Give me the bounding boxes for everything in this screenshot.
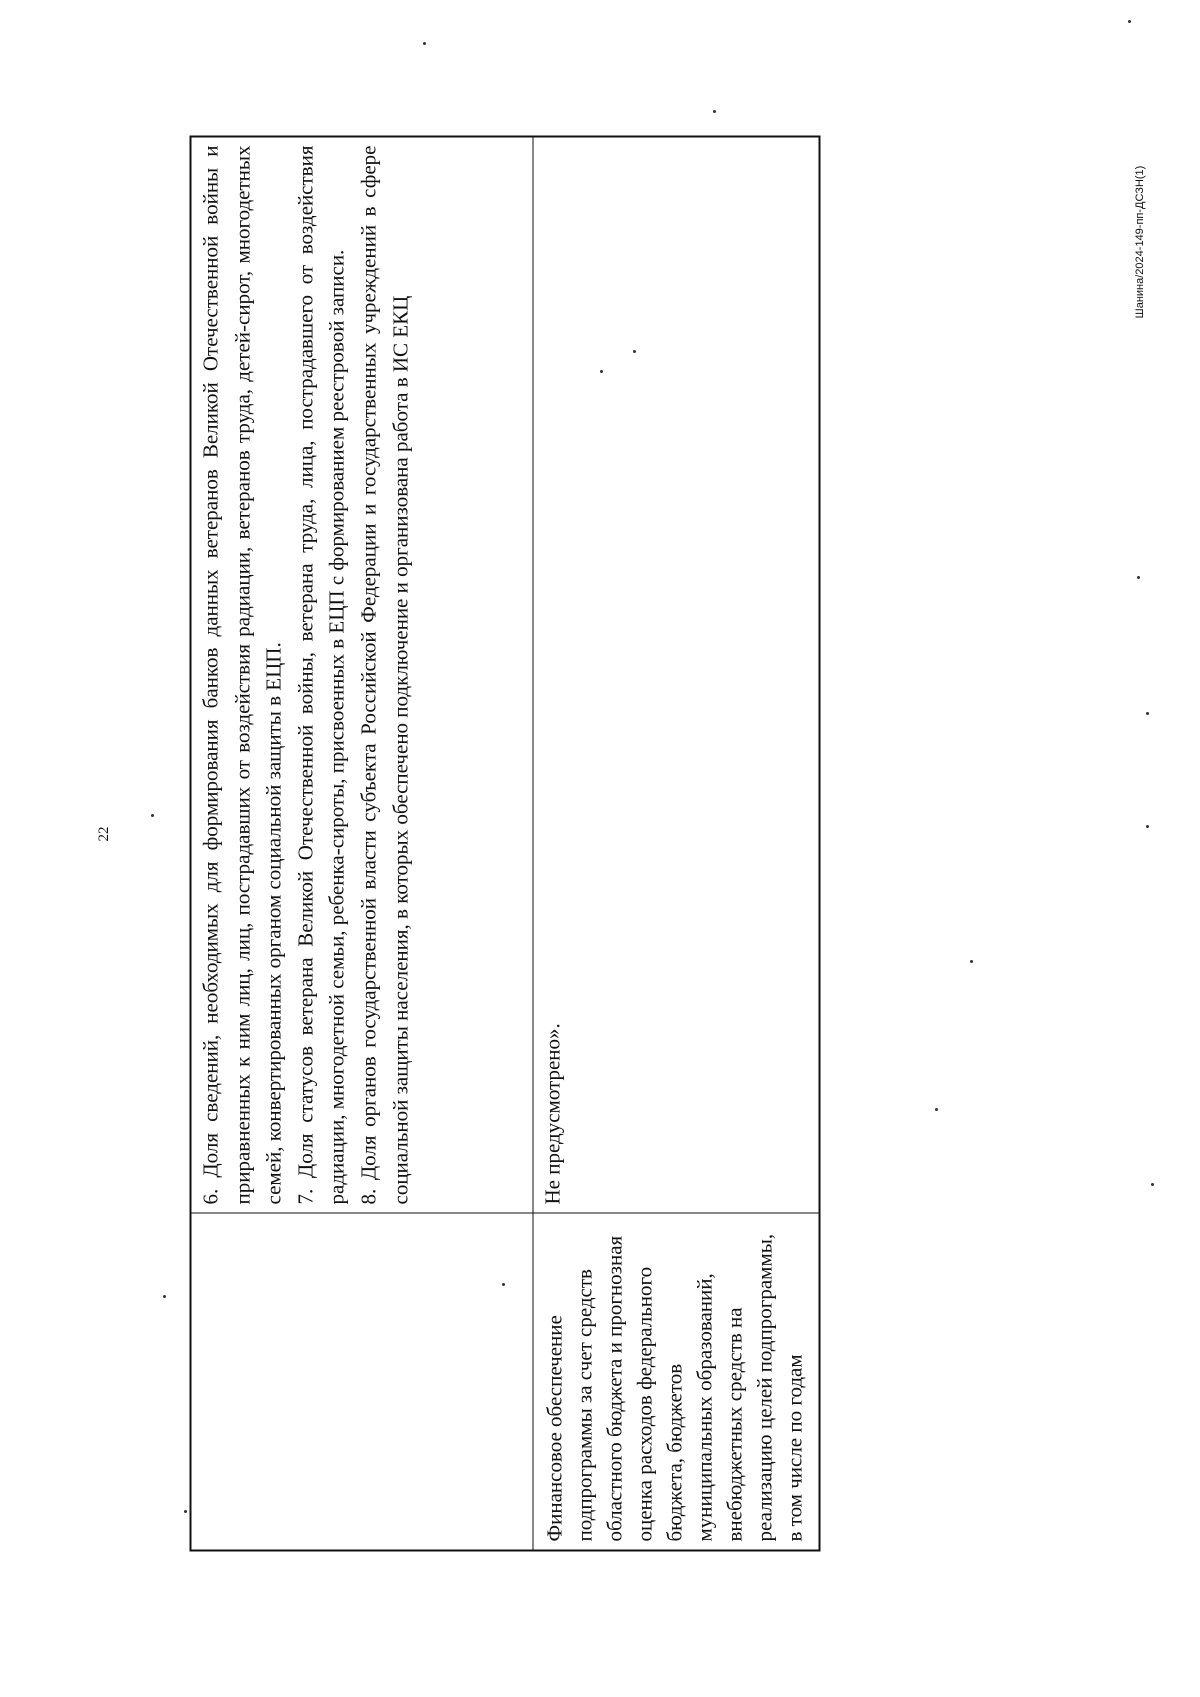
indicator-7: 7. Доля статусов ветерана Великой Отечественной войны, ветерана труда, лица, пострадавшего от воздействия радиации, многодетной семьи, ребенка-сироты, присвоенных в ЕЦП с формированием реестровой записи. — [293, 145, 349, 1204]
financing-value-cell — [534, 137, 819, 1212]
scan-speck — [184, 1510, 187, 1513]
scan-speck — [1137, 576, 1140, 579]
document-id-note: Шанина/2024-149-пп-ДСЗН(1) — [1134, 165, 1146, 319]
indicator-8: 8. Доля органов государственной власти субъекта Российской Федерации и государственных учреждений в сфере социальной защиты населения, в которых обеспечено подключение и организована работа в ИС ЕКЦ — [356, 145, 413, 1204]
scan-speck — [163, 1295, 166, 1298]
scan-speck — [970, 960, 973, 963]
table-row — [534, 137, 819, 1549]
financing-value: Не предусмотрено». — [540, 1022, 565, 1204]
page-number: 22 — [96, 826, 112, 842]
scan-speck — [633, 350, 636, 353]
scan-speck — [423, 42, 426, 45]
scan-speck — [713, 110, 716, 113]
financing-label: Финансовое обеспечение подпрограммы за счет средств областного бюджета и прогнозная оценка расходов федерального бюджета, бюджетов муниципальных образований, внебюджетных средств на реализацию целей подпрограммы, в том числе по годам — [542, 1233, 807, 1541]
scan-speck — [1128, 20, 1131, 23]
financing-label-cell — [534, 1212, 819, 1549]
indicator-6: 6. Доля сведений, необходимых для формирования банков данных ветеранов Великой Отечественной войны и приравненных к ним лиц, лиц, пострадавших от воздействия радиации, ветеранов труда, детей-сирот, многодетных семей, конвертированных органом социальной защиты в ЕЦП. — [198, 145, 286, 1204]
scan-speck — [600, 370, 603, 373]
target-indicators-cell — [192, 137, 533, 1212]
subprogram-passport-table — [190, 135, 821, 1551]
table-cell-left — [192, 1212, 533, 1549]
scan-speck — [151, 814, 154, 817]
scan-speck — [1151, 1183, 1154, 1186]
table-row — [192, 137, 534, 1549]
scan-speck — [1146, 712, 1149, 715]
scan-speck — [935, 1108, 938, 1111]
scan-speck — [502, 1283, 505, 1286]
scan-speck — [1146, 825, 1149, 828]
